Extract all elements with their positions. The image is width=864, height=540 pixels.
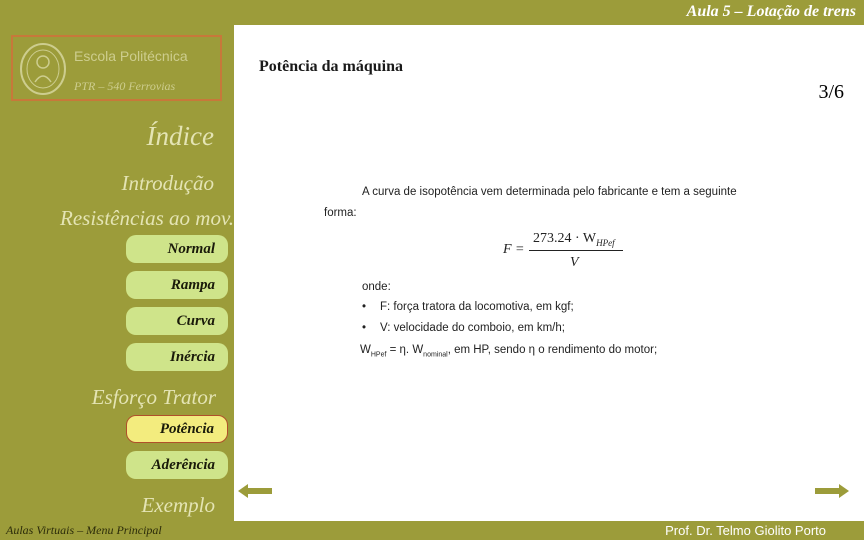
nav-item-potencia[interactable]: Potência	[126, 415, 228, 443]
whp-definition: $W_{HPef} = \eta$. $W_{nominal}$, em HP, sendo η o rendimento do motor;	[360, 344, 658, 359]
main-menu-link[interactable]: Aulas Virtuais – Menu Principal	[6, 523, 162, 537]
list-item: • F: força tratora da locomotiva, em kgf;	[362, 301, 574, 313]
bullet-icon: •	[362, 301, 367, 313]
formula	[503, 229, 643, 274]
nav-exemplo[interactable]: Exemplo	[141, 493, 215, 517]
nav-index[interactable]: Índice	[146, 121, 214, 151]
nav-item-curva[interactable]: Curva	[126, 307, 228, 335]
school-seal-icon	[18, 42, 68, 97]
nav-resistencias[interactable]: Resistências ao mov.	[60, 206, 234, 230]
lesson-title: Aula 5 – Lotação de trens	[686, 3, 856, 20]
formula-lhs: F =	[503, 242, 525, 257]
bullet-icon: •	[362, 322, 367, 334]
onde-label: onde:	[362, 281, 391, 293]
nav-item-normal[interactable]: Normal	[126, 235, 228, 263]
nav-item-aderencia[interactable]: Aderência	[126, 451, 228, 479]
formula-numerator: $273.24 \cdot W_{HPef}$	[533, 231, 615, 248]
top-bar	[234, 0, 864, 25]
list-item: • V: velocidade do comboio, em km/h;	[362, 322, 565, 334]
nav-item-inercia[interactable]: Inércia	[126, 343, 228, 371]
nav-esforco-trator[interactable]: Esforço Trator	[91, 385, 216, 409]
professor-name: Prof. Dr. Telmo Giolito Porto	[665, 523, 826, 538]
page-number: 3/6	[818, 81, 844, 103]
school-name: Escola Politécnica	[74, 48, 188, 64]
nav-item-rampa[interactable]: Rampa	[126, 271, 228, 299]
intro-text: A curva de isopotência vem determinada pelo fabricante e tem a seguinte	[362, 186, 737, 198]
arrow-right-icon[interactable]	[815, 484, 849, 498]
slide-title: Potência da máquina	[259, 58, 404, 75]
arrow-left-icon[interactable]	[238, 484, 272, 498]
nav-introducao[interactable]: Introdução	[121, 171, 214, 195]
course-name: PTR – 540 Ferrovias	[74, 79, 176, 93]
formula-denominator: V	[570, 255, 579, 270]
fraction-bar	[529, 250, 623, 251]
intro-text-cont: forma:	[324, 207, 357, 219]
